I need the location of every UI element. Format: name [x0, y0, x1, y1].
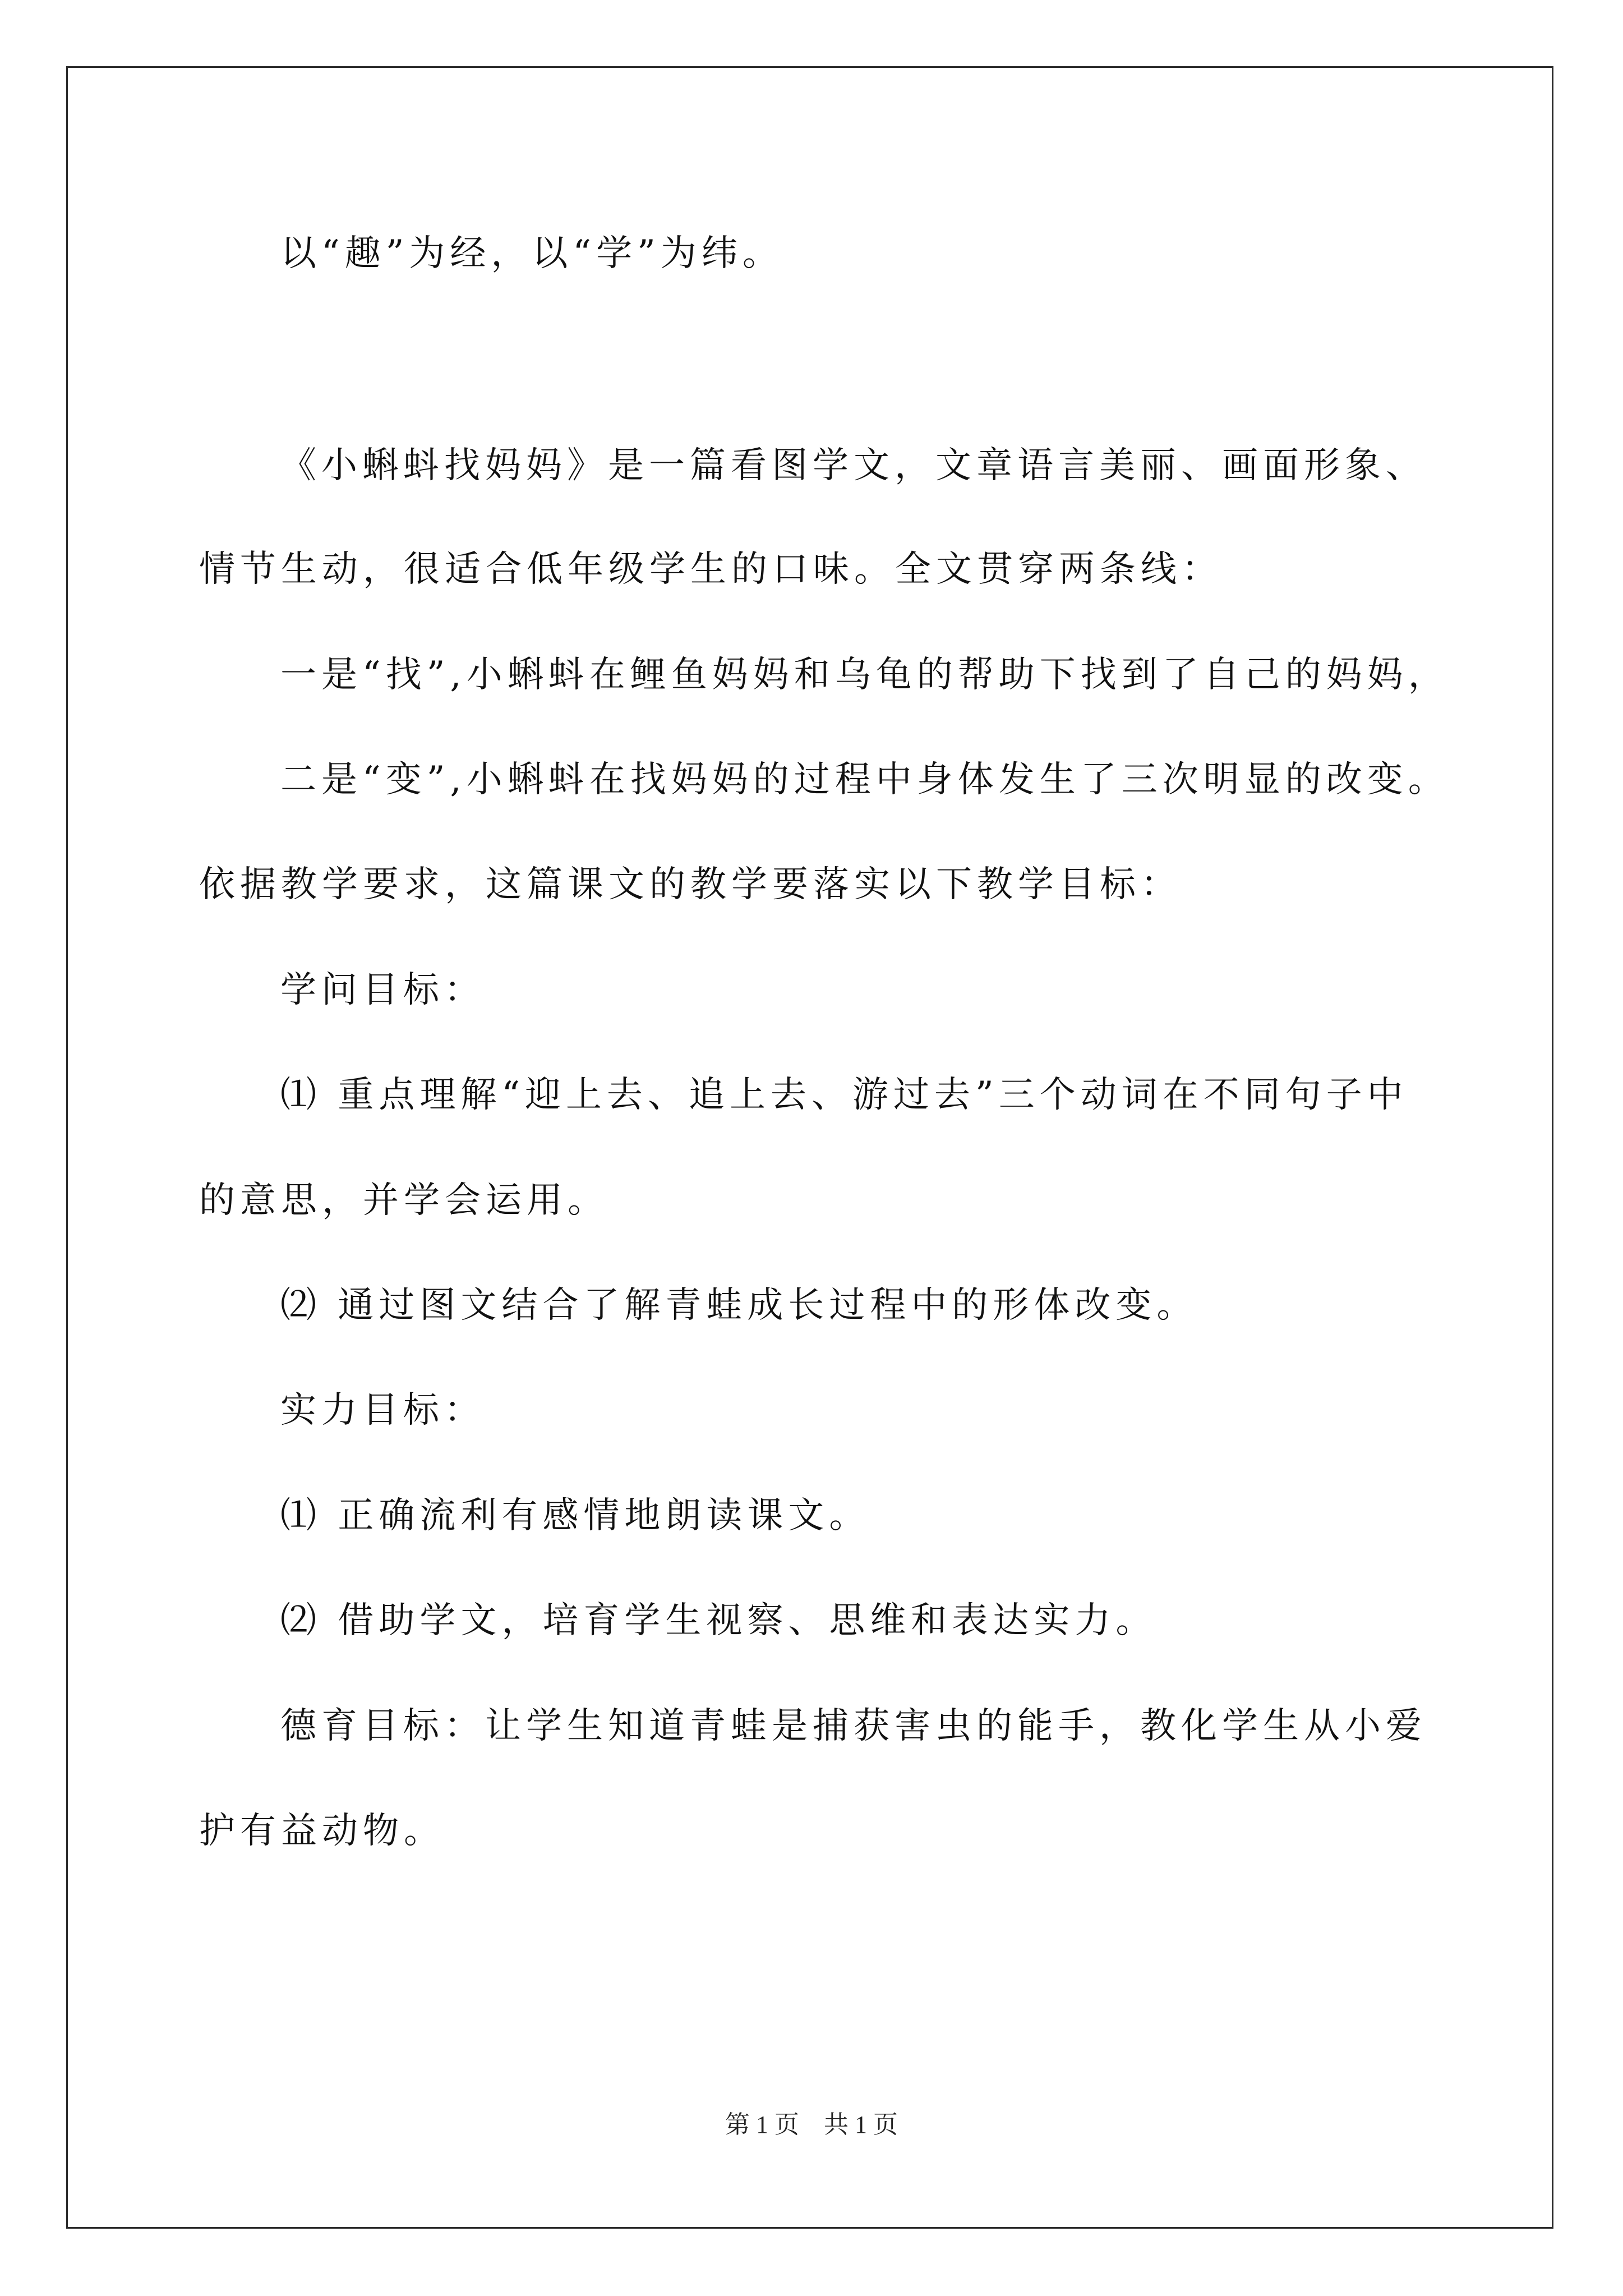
text-line-13: ⑵ 借助学文，培育学生视察、思维和表达实力。	[280, 1600, 1157, 1641]
text-line-8: ⑴ 重点理解“迎上去、追上去、游过去”三个动词在不同句子中	[280, 1074, 1408, 1116]
text-line-2: 《小蝌蚪找妈妈》是一篇看图学文，文章语言美丽、画面形象、	[280, 445, 1427, 486]
text-line-9: 的意思，并学会运用。	[199, 1180, 608, 1221]
text-line-14: 德育目标：让学生知道青蛙是捕获害虫的能手，教化学生从小爱	[280, 1705, 1427, 1747]
text-line-7: 学问目标：	[280, 969, 485, 1011]
text-line-15: 护有益动物。	[199, 1810, 445, 1852]
text-line-10: ⑵ 通过图文结合了解青蛙成长过程中的形体改变。	[280, 1285, 1198, 1326]
text-line-3: 情节生动，很适合低年级学生的口味。全文贯穿两条线：	[199, 549, 1223, 590]
page-border	[66, 66, 1553, 2229]
page-footer: 第 1 页 共 1 页	[725, 2111, 898, 2138]
text-line-1: 以“趣”为经，以“学”为纬。	[280, 233, 783, 274]
text-line-11: 实力目标：	[280, 1389, 485, 1431]
text-line-4: 一是“找”,小蝌蚪在鲤鱼妈妈和乌龟的帮助下找到了自己的妈妈，	[280, 654, 1449, 696]
text-line-12: ⑴ 正确流利有感情地朗读课文。	[280, 1495, 870, 1536]
text-line-6: 依据教学要求，这篇课文的教学要落实以下教学目标：	[199, 864, 1182, 905]
text-line-5: 二是“变”,小蝌蚪在找妈妈的过程中身体发生了三次明显的改变。	[280, 759, 1449, 800]
